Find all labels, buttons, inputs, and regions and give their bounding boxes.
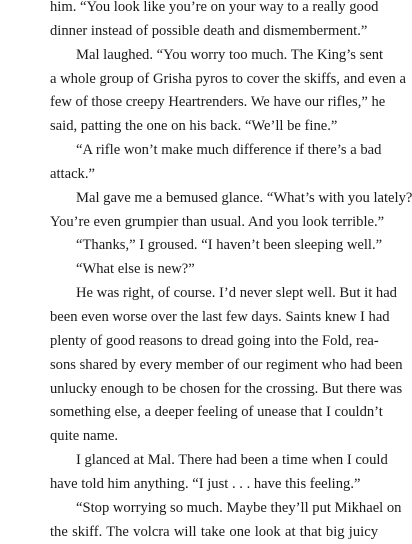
text-line: unlucky enough to be chosen for the crossing. But there was — [50, 380, 403, 397]
text-line: plenty of good reasons to dread going into the Fold, rea- — [50, 332, 379, 349]
text-line: “A rifle won’t make much difference if there’s a bad — [76, 142, 382, 159]
text-line: You’re even grumpier than usual. And you look terrible.” — [50, 213, 385, 230]
text-line: attack.” — [50, 165, 95, 182]
text-line: something else, a deeper feeling of unease that I couldn’t — [50, 404, 383, 421]
text-line: I glanced at Mal. There had been a time when I could — [76, 452, 388, 469]
text-line: few of those creepy Heartrenders. We have our rifles,” he — [50, 94, 386, 111]
text-line: said, patting the one on his back. “We’ll be fine.” — [50, 118, 338, 135]
text-line: dinner instead of possible death and dismemberment.” — [50, 22, 368, 39]
text-line: He was right, of course. I’d never slept well. But it had — [76, 285, 397, 302]
text-line: the skiff. The volcra will take one look at that big juicy — [50, 523, 378, 540]
text-line: quite name. — [50, 428, 119, 445]
text-line: sons shared by every member of our regiment who had been — [50, 356, 403, 373]
text-line: been even worse over the last few days. Saints knew I had — [50, 308, 390, 325]
text-line: “Thanks,” I groused. “I haven’t been sleeping well.” — [76, 237, 383, 254]
text-line: “Stop worrying so much. Maybe they’ll put Mikhael on — [76, 499, 402, 516]
text-line: Mal gave me a bemused glance. “What’s with you lately? — [76, 189, 412, 206]
text-line: Mal laughed. “You worry too much. The King’s sent — [76, 46, 384, 63]
text-line: him. “You look like you’re on your way to a really good — [50, 0, 379, 15]
text-line: have told him anything. “I just . . . have this feeling.” — [50, 475, 361, 492]
text-line: “What else is new?” — [76, 261, 195, 278]
body-text — [50, 0, 412, 544]
text-line: a whole group of Grisha pyros to cover the skiffs, and even a — [50, 70, 406, 87]
